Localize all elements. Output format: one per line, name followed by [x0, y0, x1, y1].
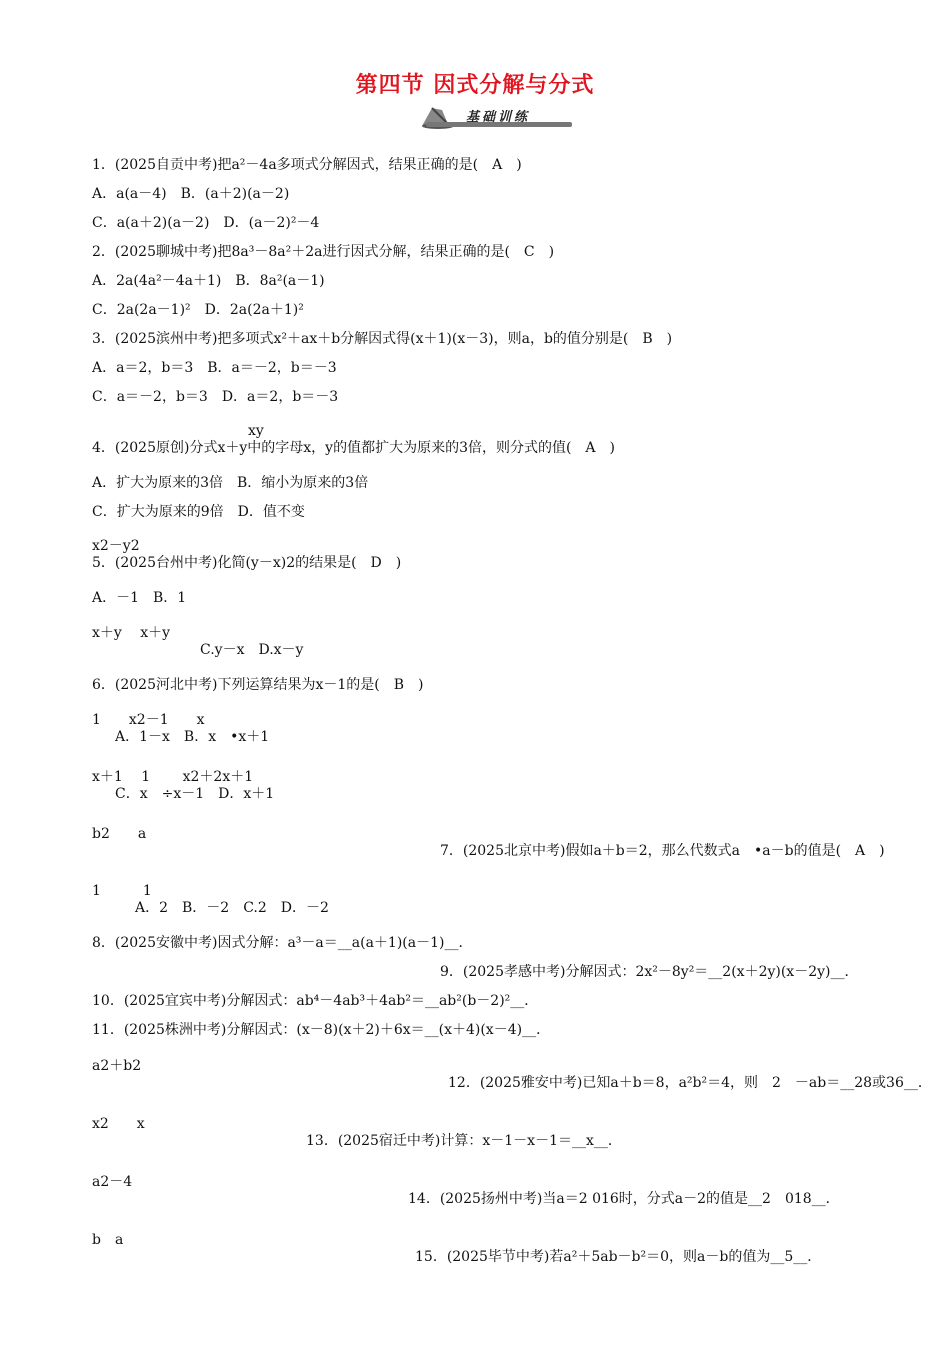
- text-line: A．扩大为原来的3倍 B．缩小为原来的3倍: [92, 475, 369, 491]
- text-line: 7．(2025北京中考)假如a＋b＝2，那么代数式a •a－b的值是( A ): [440, 843, 885, 859]
- text-line: C．2a(2a－1)² D．2a(2a＋1)²: [92, 302, 304, 318]
- text-line: A．2a(4a²－4a＋1) B．8a²(a－1): [92, 273, 325, 289]
- text-line: 13．(2025宿迁中考)计算：x－1－x－1＝__x__．: [306, 1133, 622, 1149]
- text-line: 9．(2025孝感中考)分解因式：2x²－8y²＝__2(x＋2y)(x－2y)__．: [440, 964, 859, 980]
- text-line: 15．(2025毕节中考)若a²＋5ab－b²＝0，则a－b的值为__5__．: [415, 1249, 822, 1265]
- text-line: xy: [248, 423, 264, 439]
- text-line: C．a(a＋2)(a－2) D．(a－2)²－4: [92, 215, 320, 231]
- text-line: A．2 B．－2 C.2 D．－2: [135, 900, 329, 916]
- text-line: 8．(2025安徽中考)因式分解：a³－a＝__a(a＋1)(a－1)__．: [92, 935, 473, 951]
- section-badge: [418, 104, 568, 130]
- text-line: b2 a: [92, 826, 147, 842]
- text-line: 1 x2－1 x: [92, 712, 205, 728]
- text-line: A．a＝2，b＝3 B．a＝－2，b＝－3: [92, 360, 337, 376]
- text-line: 11．(2025株洲中考)分解因式：(x－8)(x＋2)＋6x＝__(x＋4)(x－4)__．: [92, 1022, 551, 1038]
- text-line: A．－1 B．1: [92, 590, 187, 606]
- text-line: x2 x: [92, 1116, 145, 1132]
- text-line: 2．(2025聊城中考)把8a³－8a²＋2a进行因式分解，结果正确的是( C ): [92, 244, 555, 260]
- text-line: C．扩大为原来的9倍 D．值不变: [92, 504, 305, 520]
- text-line: C.y－x D.x－y: [200, 642, 304, 658]
- text-line: x＋1 1 x2＋2x＋1: [92, 769, 254, 785]
- text-line: 6．(2025河北中考)下列运算结果为x－1的是( B ): [92, 677, 424, 693]
- text-line: x＋y x＋y: [92, 625, 171, 641]
- text-line: x2－y2: [92, 538, 140, 554]
- text-line: C．x ÷x－1 D．x＋1: [115, 786, 275, 802]
- text-line: a2＋b2: [92, 1058, 142, 1074]
- text-line: 1．(2025自贡中考)把a²－4a多项式分解因式，结果正确的是( A ): [92, 157, 522, 173]
- badge-label: 基础训练: [466, 110, 531, 125]
- text-line: 3．(2025滨州中考)把多项式x²＋ax＋b分解因式得(x＋1)(x－3)，则a，b的值分别是( B ): [92, 331, 673, 347]
- text-line: 1 1: [92, 883, 152, 899]
- text-line: 5．(2025台州中考)化简(y－x)2的结果是( D ): [92, 555, 402, 571]
- text-line: A．1－x B．x •x＋1: [115, 729, 270, 745]
- text-line: 4．(2025原创)分式x＋y中的字母x，y的值都扩大为原来的3倍，则分式的值( A ): [92, 440, 616, 456]
- text-line: b a: [92, 1232, 124, 1248]
- text-line: a2－4: [92, 1174, 133, 1190]
- text-line: 10．(2025宜宾中考)分解因式：ab⁴－4ab³＋4ab²＝__ab²(b－2)²__．: [92, 993, 539, 1009]
- text-line: C．a＝－2，b＝3 D．a＝2，b＝－3: [92, 389, 339, 405]
- page-title: 第四节 因式分解与分式: [355, 73, 595, 98]
- text-line: 12．(2025雅安中考)已知a＋b＝8，a²b²＝4，则 2 －ab＝__28或36__．: [448, 1075, 932, 1091]
- text-line: 14．(2025扬州中考)当a＝2 016时，分式a－2的值是__2 018__．: [408, 1191, 840, 1207]
- text-line: A．a(a－4) B．(a＋2)(a－2): [92, 186, 290, 202]
